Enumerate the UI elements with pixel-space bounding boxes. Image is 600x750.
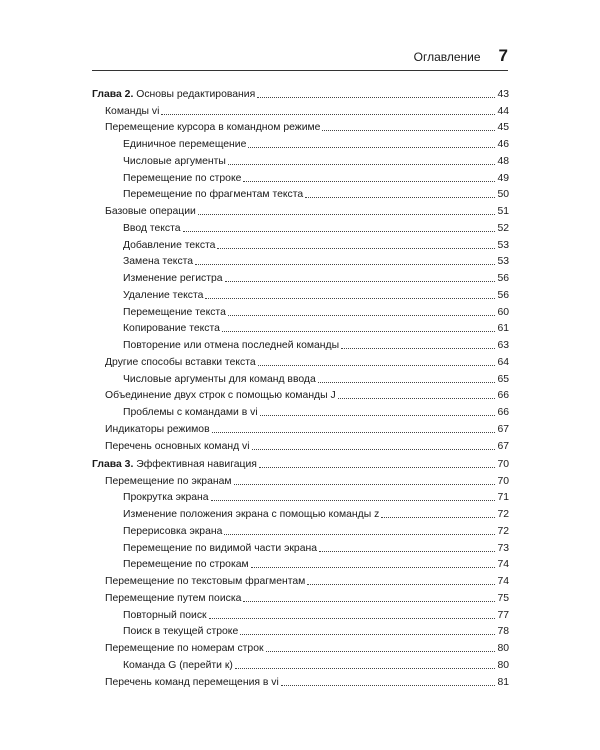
dot-leader — [205, 298, 495, 299]
toc-page-number: 64 — [497, 356, 509, 368]
toc-entry-title — [123, 239, 215, 252]
toc-page-number: 74 — [497, 576, 509, 587]
dot-leader — [322, 130, 495, 131]
toc-entry-title — [123, 373, 316, 386]
dot-leader — [338, 398, 496, 399]
dot-leader — [243, 601, 495, 602]
dot-leader — [305, 197, 495, 198]
entry-text: Индикаторы режимов — [105, 423, 210, 435]
entry-text: Ввод текста — [123, 222, 181, 234]
toc-entry-title — [105, 121, 320, 134]
entry-text: Перемещение по номерам строк — [105, 643, 264, 654]
toc-entry — [92, 352, 509, 369]
entry-text: Повторный поиск — [123, 609, 207, 621]
toc-entry — [92, 268, 509, 285]
toc-entry-title — [123, 188, 303, 201]
toc-entry-title — [123, 306, 226, 319]
dot-leader — [235, 668, 496, 669]
toc-entry-title — [105, 440, 250, 453]
entry-text: Перемещение по строке — [123, 172, 242, 184]
entry-text: Перемещение по экранам — [105, 475, 232, 487]
toc-entry-title — [105, 423, 210, 436]
toc-page-number: 44 — [497, 105, 509, 117]
toc-page-number: 70 — [497, 475, 509, 487]
toc-page-number: 45 — [497, 122, 509, 134]
toc-entry — [92, 622, 509, 639]
toc-page-number: 75 — [497, 592, 509, 604]
dot-leader — [161, 114, 495, 115]
header-divider — [92, 70, 508, 71]
toc-entry — [92, 118, 509, 135]
dot-leader — [212, 432, 496, 433]
toc-page-number: 61 — [497, 323, 509, 335]
toc-entry-title — [123, 138, 246, 151]
toc-entry — [92, 235, 509, 252]
toc-page-number: 80 — [497, 643, 509, 654]
dot-leader — [225, 281, 496, 282]
toc-page-number: 60 — [497, 306, 509, 318]
toc-entry — [92, 555, 509, 572]
toc-entry-title — [123, 659, 233, 672]
toc-entry — [92, 386, 509, 403]
toc-page-number: 49 — [497, 172, 509, 184]
dot-leader — [248, 147, 495, 148]
dot-leader — [195, 264, 495, 265]
toc-entry — [92, 319, 509, 336]
toc-entry-title — [105, 389, 336, 402]
toc-page-number: 81 — [497, 676, 509, 688]
toc-entry — [92, 168, 509, 185]
toc-page-number: 52 — [497, 222, 509, 234]
toc-entry-title — [123, 558, 249, 571]
entry-text: Команды vi — [105, 105, 160, 117]
toc-page-number: 78 — [497, 626, 509, 638]
toc-entry — [92, 638, 509, 655]
toc-entry — [92, 201, 509, 218]
toc-page-number: 73 — [497, 542, 509, 554]
dot-leader — [251, 567, 496, 568]
entry-text: Другие способы вставки текста — [105, 356, 256, 368]
toc-page-number: 43 — [497, 88, 509, 100]
dot-leader — [228, 164, 496, 165]
toc-entry-title — [123, 542, 317, 555]
page-header — [92, 44, 508, 66]
toc-entry — [92, 471, 509, 488]
entry-text: Единичное перемещение — [123, 139, 247, 150]
toc-entry-title — [92, 458, 257, 471]
toc-entry — [92, 151, 509, 168]
toc-page-number: 50 — [497, 189, 509, 201]
toc-page-number: 66 — [497, 407, 509, 418]
toc-page-number: 72 — [497, 525, 509, 537]
toc-entry — [92, 134, 509, 151]
entry-text: Объединение двух строк с помощью команды J — [105, 390, 336, 402]
toc-page-number: 70 — [497, 458, 509, 470]
dot-leader — [257, 97, 495, 98]
toc-entry — [92, 488, 509, 505]
toc-entry-title — [105, 676, 279, 689]
toc-entry — [92, 335, 509, 352]
toc-page-number: 56 — [497, 273, 509, 284]
toc-entry-title — [92, 88, 255, 101]
toc-page-number: 51 — [497, 206, 509, 217]
toc-entry — [92, 655, 509, 672]
entry-text: Перемещение путем поиска — [105, 592, 242, 604]
entry-text: Копирование текста — [123, 323, 220, 335]
toc-entry-title — [105, 642, 264, 655]
entry-text: Перерисовка экрана — [123, 525, 223, 537]
toc-chapter-heading — [92, 454, 509, 471]
toc-entry — [92, 672, 509, 689]
entry-text: Перемещение по фрагментам текста — [123, 189, 304, 201]
entry-text: Основы редактирования — [136, 88, 256, 100]
entry-text: Числовые аргументы для команд ввода — [123, 373, 316, 385]
dot-leader — [228, 315, 496, 316]
entry-text: Изменение регистра — [123, 273, 223, 284]
toc-entry-title — [123, 508, 379, 521]
toc-entry-title — [105, 105, 159, 118]
entry-text: Перемещение текста — [123, 306, 226, 318]
dot-leader — [260, 415, 496, 416]
dot-leader — [198, 214, 496, 215]
entry-text: Перемещение по строкам — [123, 559, 249, 571]
toc-entry-title — [105, 475, 232, 488]
toc-page-number: 65 — [497, 373, 509, 385]
toc-entry-title — [123, 625, 238, 638]
chapter-label: Глава 2. — [92, 88, 134, 100]
toc-chapter-heading — [92, 84, 509, 101]
entry-text: Изменение положения экрана с помощью команды z — [123, 509, 380, 520]
entry-text: Проблемы с командами в vi — [123, 407, 258, 418]
toc-entry — [92, 436, 509, 453]
toc-entry — [92, 369, 509, 386]
toc-page-number: 80 — [497, 659, 509, 671]
toc-entry — [92, 101, 509, 118]
toc-entry-title — [123, 491, 209, 504]
toc-chapter-2 — [92, 84, 509, 453]
dot-leader — [234, 484, 496, 485]
page-number: 7 — [498, 46, 508, 65]
dot-leader — [341, 348, 495, 349]
toc-entry — [92, 521, 509, 538]
toc-entry — [92, 402, 509, 419]
toc-entry — [92, 252, 509, 269]
dot-leader — [259, 467, 496, 468]
entry-text: Повторение или отмена последней команды — [123, 340, 340, 351]
toc-entry — [92, 419, 509, 436]
toc-page-number: 74 — [497, 559, 509, 571]
dot-leader — [217, 248, 495, 249]
toc-entry — [92, 218, 509, 235]
dot-leader — [319, 551, 495, 552]
entry-text: Поиск в текущей строке — [123, 626, 239, 638]
toc-entry-title — [123, 155, 226, 168]
toc-entry-title — [123, 222, 181, 235]
toc-entry-title — [123, 172, 241, 185]
entry-text: Эффективная навигация — [136, 458, 257, 470]
toc-page-number: 46 — [497, 139, 509, 150]
entry-text: Замена текста — [123, 256, 194, 268]
toc-page-number: 72 — [497, 509, 509, 520]
toc-entry — [92, 285, 509, 302]
toc-page-number: 48 — [497, 155, 509, 167]
toc-entry — [92, 538, 509, 555]
dot-leader — [224, 534, 495, 535]
toc-entry — [92, 302, 509, 319]
toc-page-number: 56 — [497, 289, 509, 301]
toc-entry — [92, 185, 509, 202]
chapter-label: Глава 3. — [92, 458, 134, 470]
entry-text: Прокрутка экрана — [123, 492, 209, 504]
entry-text: Числовые аргументы — [123, 155, 226, 167]
entry-text: Удаление текста — [123, 289, 204, 301]
dot-leader — [281, 685, 496, 686]
dot-leader — [307, 584, 495, 585]
dot-leader — [183, 231, 496, 232]
toc-entry-title — [105, 575, 305, 588]
toc-entry-title — [123, 272, 223, 285]
dot-leader — [318, 382, 496, 383]
entry-text: Команда G (перейти к) — [123, 659, 233, 671]
toc-entry — [92, 605, 509, 622]
toc-page-number: 67 — [497, 423, 509, 435]
toc-entry-title — [123, 339, 339, 352]
toc-page-number: 77 — [497, 609, 509, 621]
entry-text: Добавление текста — [123, 239, 216, 251]
entry-text: Перемещение курсора в командном режиме — [105, 122, 321, 134]
toc-entry-title — [123, 255, 193, 268]
toc-entry-title — [105, 592, 241, 605]
dot-leader — [266, 651, 496, 652]
toc-entry-title — [105, 356, 256, 369]
entry-text: Перечень основных команд vi — [105, 440, 250, 452]
toc-entry-title — [123, 289, 203, 302]
dot-leader — [211, 500, 496, 501]
dot-leader — [240, 634, 495, 635]
dot-leader — [222, 331, 496, 332]
toc-page-number: 63 — [497, 340, 509, 351]
dot-leader — [258, 365, 496, 366]
entry-text: Перемещение по видимой части экрана — [123, 542, 318, 554]
toc-page-number: 71 — [497, 492, 509, 504]
dot-leader — [209, 618, 496, 619]
toc-entry-title — [105, 205, 196, 218]
toc-page-number: 53 — [497, 239, 509, 251]
toc-page-number: 53 — [497, 256, 509, 268]
entry-text: Базовые операции — [105, 206, 196, 217]
toc-entry — [92, 571, 509, 588]
toc-entry — [92, 504, 509, 521]
toc-entry-title — [123, 525, 222, 538]
toc-entry-title — [123, 609, 207, 622]
dot-leader — [243, 181, 495, 182]
dot-leader — [381, 517, 495, 518]
entry-text: Перечень команд перемещения в vi — [105, 676, 279, 688]
running-head-title: Оглавление — [413, 50, 481, 64]
toc-entry-title — [123, 322, 220, 335]
toc-page-number: 66 — [497, 390, 509, 402]
dot-leader — [252, 449, 496, 450]
toc-page-number: 67 — [497, 440, 509, 452]
toc-entry — [92, 588, 509, 605]
toc-entry-title — [123, 406, 258, 419]
entry-text: Перемещение по текстовым фрагментам — [105, 576, 306, 587]
toc-chapter-3 — [92, 454, 509, 689]
